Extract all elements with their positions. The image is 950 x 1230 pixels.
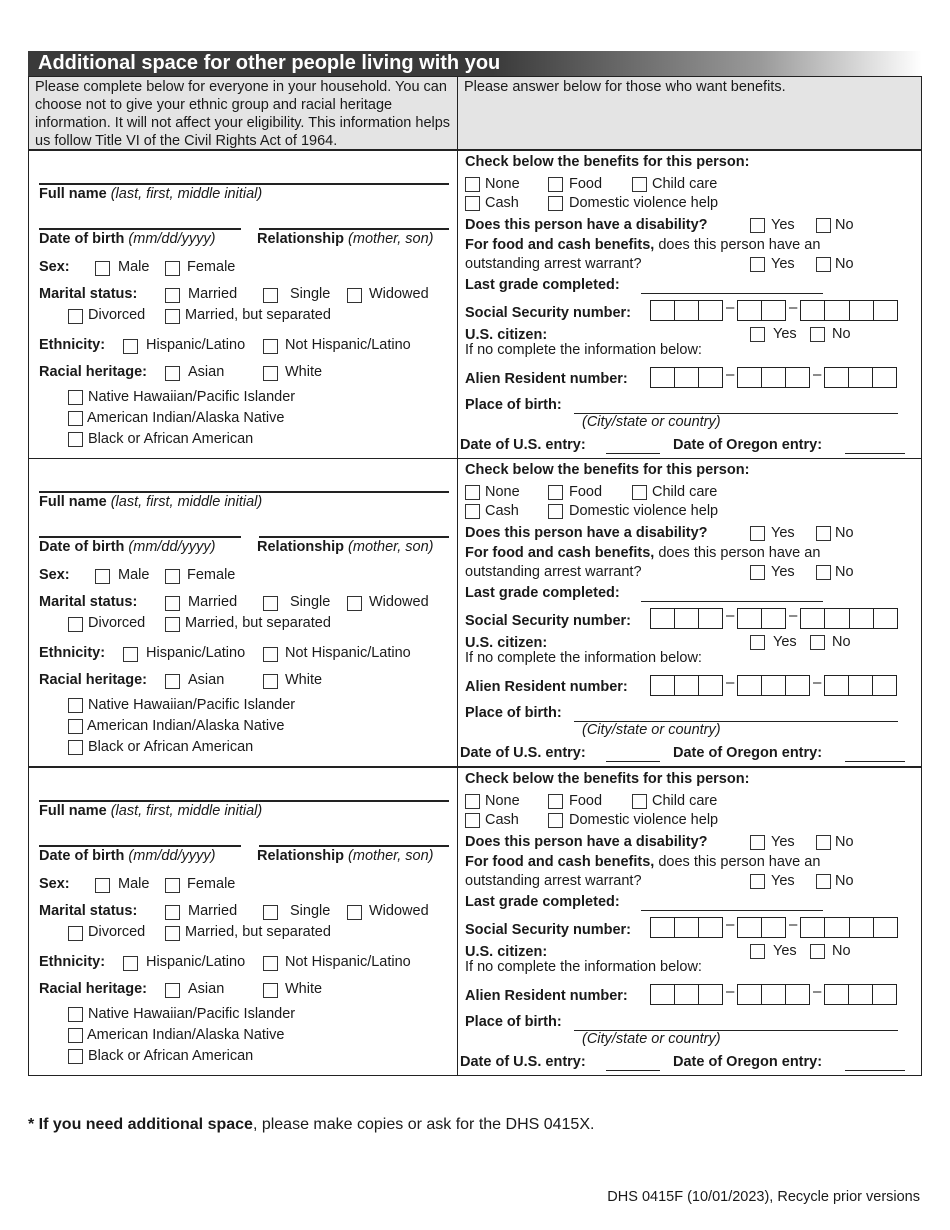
warrant-no-label: No bbox=[835, 564, 854, 580]
benefit-food-checkbox[interactable] bbox=[548, 485, 563, 500]
asian-checkbox[interactable] bbox=[165, 674, 180, 689]
disability-no-label: No bbox=[835, 525, 854, 541]
benefit-child-care-label: Child care bbox=[652, 793, 718, 809]
food-cash-label: For food and cash benefits, bbox=[465, 545, 655, 561]
married-checkbox[interactable] bbox=[165, 288, 180, 303]
relationship-label: Relationship bbox=[257, 231, 345, 247]
sex-female-checkbox[interactable] bbox=[165, 878, 180, 893]
benefit-child-care-label: Child care bbox=[652, 484, 718, 500]
alien-part3-input[interactable] bbox=[824, 984, 897, 1005]
native-hawaiian-checkbox[interactable] bbox=[68, 1007, 83, 1022]
divorced-checkbox[interactable] bbox=[68, 926, 83, 941]
full-name-input[interactable] bbox=[39, 491, 449, 493]
benefit-none-label: None bbox=[485, 484, 520, 500]
divorced-checkbox[interactable] bbox=[68, 617, 83, 632]
ssn-part1-input[interactable] bbox=[650, 300, 723, 321]
ssn-label: Social Security number: bbox=[465, 613, 631, 629]
last-grade-label: Last grade completed: bbox=[465, 585, 620, 601]
alien-number-label: Alien Resident number: bbox=[465, 988, 628, 1004]
disability-yes-checkbox[interactable] bbox=[750, 835, 765, 850]
alien-dash: – bbox=[726, 983, 735, 1000]
alien-dash: – bbox=[726, 366, 735, 383]
single-checkbox[interactable] bbox=[263, 596, 278, 611]
ethnicity-label: Ethnicity: bbox=[39, 645, 106, 661]
benefit-food-checkbox[interactable] bbox=[548, 794, 563, 809]
native-hawaiian-label: Native Hawaiian/Pacific Islander bbox=[88, 697, 296, 713]
sex-label: Sex: bbox=[39, 259, 70, 275]
last-grade-input[interactable] bbox=[641, 601, 823, 602]
divorced-label: Divorced bbox=[88, 615, 146, 631]
citizen-yes-checkbox[interactable] bbox=[750, 944, 765, 959]
person-block-2 bbox=[28, 458, 922, 767]
ssn-dash: – bbox=[789, 299, 798, 316]
oregon-entry-input[interactable] bbox=[845, 761, 905, 762]
white-checkbox[interactable] bbox=[263, 366, 278, 381]
oregon-entry-label: Date of Oregon entry: bbox=[673, 437, 823, 453]
alien-part1-input[interactable] bbox=[650, 675, 723, 696]
sex-male-label: Male bbox=[118, 259, 150, 275]
full-name-input[interactable] bbox=[39, 800, 449, 802]
hispanic-label: Hispanic/Latino bbox=[146, 337, 246, 353]
black-label: Black or African American bbox=[88, 1048, 254, 1064]
benefit-none-checkbox[interactable] bbox=[465, 794, 480, 809]
if-no-instruction: If no complete the information below: bbox=[465, 342, 702, 358]
ethnicity-label: Ethnicity: bbox=[39, 954, 106, 970]
check-benefits-label: Check below the benefits for this person: bbox=[465, 771, 750, 787]
single-checkbox[interactable] bbox=[263, 905, 278, 920]
alien-part2-input[interactable] bbox=[737, 675, 810, 696]
widowed-label: Widowed bbox=[369, 286, 429, 302]
warrant-no-checkbox[interactable] bbox=[816, 257, 831, 272]
white-checkbox[interactable] bbox=[263, 983, 278, 998]
alien-part3-input[interactable] bbox=[824, 367, 897, 388]
warrant-no-label: No bbox=[835, 256, 854, 272]
american-indian-checkbox[interactable] bbox=[68, 1028, 83, 1043]
last-grade-input[interactable] bbox=[641, 293, 823, 294]
citizen-yes-checkbox[interactable] bbox=[750, 635, 765, 650]
last-grade-label: Last grade completed: bbox=[465, 277, 620, 293]
full-name-hint: (last, first, middle initial) bbox=[110, 494, 263, 510]
benefit-none-checkbox[interactable] bbox=[465, 485, 480, 500]
married-label: Married bbox=[188, 903, 238, 919]
relationship-hint: (mother, son) bbox=[348, 848, 434, 864]
us-entry-input[interactable] bbox=[606, 453, 660, 454]
black-checkbox[interactable] bbox=[68, 432, 83, 447]
citizen-no-checkbox[interactable] bbox=[810, 635, 825, 650]
benefit-child-care-checkbox[interactable] bbox=[632, 177, 647, 192]
person-block-1 bbox=[28, 150, 922, 459]
relationship-input[interactable] bbox=[259, 536, 449, 538]
note-bold: * If you need additional space bbox=[28, 1116, 253, 1133]
benefit-cash-label: Cash bbox=[485, 503, 519, 519]
alien-number-label: Alien Resident number: bbox=[465, 371, 628, 387]
single-checkbox[interactable] bbox=[263, 288, 278, 303]
alien-part2-input[interactable] bbox=[737, 367, 810, 388]
asian-checkbox[interactable] bbox=[165, 366, 180, 381]
marital-status-label: Marital status: bbox=[39, 594, 138, 610]
citizen-no-checkbox[interactable] bbox=[810, 327, 825, 342]
city-state-hint: (City/state or country) bbox=[582, 722, 721, 738]
black-checkbox[interactable] bbox=[68, 1049, 83, 1064]
city-state-hint: (City/state or country) bbox=[582, 414, 721, 430]
ssn-part1-input[interactable] bbox=[650, 608, 723, 629]
sex-female-checkbox[interactable] bbox=[165, 261, 180, 276]
benefit-none-label: None bbox=[485, 176, 520, 192]
american-indian-label: American Indian/Alaska Native bbox=[87, 1027, 285, 1043]
us-entry-label: Date of U.S. entry: bbox=[460, 1054, 586, 1070]
divorced-label: Divorced bbox=[88, 924, 146, 940]
benefit-cash-checkbox[interactable] bbox=[465, 504, 480, 519]
check-benefits-label: Check below the benefits for this person: bbox=[465, 462, 750, 478]
warrant-label: outstanding arrest warrant? bbox=[465, 873, 642, 889]
sex-male-label: Male bbox=[118, 567, 150, 583]
ethnicity-label: Ethnicity: bbox=[39, 337, 106, 353]
disability-yes-checkbox[interactable] bbox=[750, 526, 765, 541]
benefit-food-label: Food bbox=[569, 484, 603, 500]
food-cash-question: does this person have an bbox=[658, 237, 821, 253]
note-rest: , please make copies or ask for the DHS 0415X. bbox=[252, 1116, 595, 1133]
relationship-label: Relationship bbox=[257, 539, 345, 555]
benefit-child-care-label: Child care bbox=[652, 176, 718, 192]
warrant-no-checkbox[interactable] bbox=[816, 874, 831, 889]
not-hispanic-checkbox[interactable] bbox=[263, 956, 278, 971]
warrant-yes-label: Yes bbox=[771, 564, 795, 580]
relationship-label: Relationship bbox=[257, 848, 345, 864]
food-cash-label: For food and cash benefits, bbox=[465, 854, 655, 870]
married-separated-label: Married, but separated bbox=[185, 307, 331, 323]
benefit-cash-label: Cash bbox=[485, 812, 519, 828]
ssn-part2-input[interactable] bbox=[737, 917, 786, 938]
widowed-label: Widowed bbox=[369, 903, 429, 919]
american-indian-label: American Indian/Alaska Native bbox=[87, 718, 285, 734]
married-separated-checkbox[interactable] bbox=[165, 926, 180, 941]
ssn-part1-input[interactable] bbox=[650, 917, 723, 938]
disability-no-label: No bbox=[835, 834, 854, 850]
last-grade-input[interactable] bbox=[641, 910, 823, 911]
married-checkbox[interactable] bbox=[165, 596, 180, 611]
ssn-part3-input[interactable] bbox=[800, 608, 898, 629]
asian-label: Asian bbox=[188, 981, 225, 997]
sex-male-checkbox[interactable] bbox=[95, 569, 110, 584]
benefit-dv-help-checkbox[interactable] bbox=[548, 196, 563, 211]
benefit-none-label: None bbox=[485, 793, 520, 809]
citizen-yes-label: Yes bbox=[773, 943, 797, 959]
sex-male-label: Male bbox=[118, 876, 150, 892]
native-hawaiian-label: Native Hawaiian/Pacific Islander bbox=[88, 389, 296, 405]
single-label: Single bbox=[290, 903, 331, 919]
full-name-label: Full name bbox=[39, 494, 107, 510]
benefit-dv-help-label: Domestic violence help bbox=[569, 503, 719, 519]
not-hispanic-label: Not Hispanic/Latino bbox=[285, 645, 411, 661]
benefit-food-label: Food bbox=[569, 176, 603, 192]
benefit-child-care-checkbox[interactable] bbox=[632, 794, 647, 809]
place-birth-label: Place of birth: bbox=[465, 705, 562, 721]
divorced-label: Divorced bbox=[88, 307, 146, 323]
american-indian-checkbox[interactable] bbox=[68, 411, 83, 426]
widowed-checkbox[interactable] bbox=[347, 905, 362, 920]
alien-dash: – bbox=[726, 674, 735, 691]
alien-dash: – bbox=[813, 366, 822, 383]
american-indian-checkbox[interactable] bbox=[68, 719, 83, 734]
relationship-input[interactable] bbox=[259, 845, 449, 847]
us-citizen-label: U.S. citizen: bbox=[465, 327, 548, 343]
city-state-hint: (City/state or country) bbox=[582, 1031, 721, 1047]
asian-label: Asian bbox=[188, 364, 225, 380]
disability-no-checkbox[interactable] bbox=[816, 218, 831, 233]
full-name-label: Full name bbox=[39, 186, 107, 202]
place-birth-label: Place of birth: bbox=[465, 397, 562, 413]
not-hispanic-checkbox[interactable] bbox=[263, 647, 278, 662]
citizen-no-label: No bbox=[832, 634, 851, 650]
alien-part1-input[interactable] bbox=[650, 367, 723, 388]
married-label: Married bbox=[188, 286, 238, 302]
check-benefits-label: Check below the benefits for this person: bbox=[465, 154, 750, 170]
ssn-label: Social Security number: bbox=[465, 922, 631, 938]
warrant-yes-checkbox[interactable] bbox=[750, 565, 765, 580]
white-label: White bbox=[285, 981, 323, 997]
disability-yes-label: Yes bbox=[771, 834, 795, 850]
dob-input[interactable] bbox=[39, 228, 241, 230]
racial-heritage-label: Racial heritage: bbox=[39, 364, 147, 380]
warrant-yes-label: Yes bbox=[771, 873, 795, 889]
disability-label: Does this person have a disability? bbox=[465, 217, 708, 233]
us-entry-input[interactable] bbox=[606, 761, 660, 762]
us-citizen-label: U.S. citizen: bbox=[465, 944, 548, 960]
benefit-cash-checkbox[interactable] bbox=[465, 813, 480, 828]
benefit-cash-checkbox[interactable] bbox=[465, 196, 480, 211]
white-label: White bbox=[285, 364, 323, 380]
last-grade-label: Last grade completed: bbox=[465, 894, 620, 910]
racial-heritage-label: Racial heritage: bbox=[39, 981, 147, 997]
if-no-instruction: If no complete the information below: bbox=[465, 959, 702, 975]
us-entry-label: Date of U.S. entry: bbox=[460, 437, 586, 453]
native-hawaiian-label: Native Hawaiian/Pacific Islander bbox=[88, 1006, 296, 1022]
benefit-cash-label: Cash bbox=[485, 195, 519, 211]
benefit-dv-help-checkbox[interactable] bbox=[548, 813, 563, 828]
dob-label: Date of birth bbox=[39, 848, 125, 864]
married-separated-checkbox[interactable] bbox=[165, 309, 180, 324]
white-label: White bbox=[285, 672, 323, 688]
warrant-yes-checkbox[interactable] bbox=[750, 874, 765, 889]
hispanic-label: Hispanic/Latino bbox=[146, 954, 246, 970]
white-checkbox[interactable] bbox=[263, 674, 278, 689]
warrant-yes-checkbox[interactable] bbox=[750, 257, 765, 272]
dob-hint: (mm/dd/yyyy) bbox=[128, 539, 216, 555]
disability-label: Does this person have a disability? bbox=[465, 834, 708, 850]
food-cash-question: does this person have an bbox=[658, 854, 821, 870]
dob-input[interactable] bbox=[39, 845, 241, 847]
ssn-part2-input[interactable] bbox=[737, 300, 786, 321]
hispanic-checkbox[interactable] bbox=[123, 339, 138, 354]
ssn-part2-input[interactable] bbox=[737, 608, 786, 629]
full-name-input[interactable] bbox=[39, 183, 449, 185]
sex-male-checkbox[interactable] bbox=[95, 261, 110, 276]
sex-label: Sex: bbox=[39, 876, 70, 892]
disability-label: Does this person have a disability? bbox=[465, 525, 708, 541]
benefit-food-label: Food bbox=[569, 793, 603, 809]
disability-yes-label: Yes bbox=[771, 525, 795, 541]
married-separated-label: Married, but separated bbox=[185, 615, 331, 631]
if-no-instruction: If no complete the information below: bbox=[465, 650, 702, 666]
ssn-dash: – bbox=[789, 607, 798, 624]
oregon-entry-input[interactable] bbox=[845, 1070, 905, 1071]
food-cash-label: For food and cash benefits, bbox=[465, 237, 655, 253]
asian-checkbox[interactable] bbox=[165, 983, 180, 998]
ssn-dash: – bbox=[726, 299, 735, 316]
warrant-label: outstanding arrest warrant? bbox=[465, 256, 642, 272]
divorced-checkbox[interactable] bbox=[68, 309, 83, 324]
disability-no-checkbox[interactable] bbox=[816, 526, 831, 541]
alien-number-label: Alien Resident number: bbox=[465, 679, 628, 695]
black-label: Black or African American bbox=[88, 431, 254, 447]
person-block-3 bbox=[28, 767, 922, 1076]
us-entry-input[interactable] bbox=[606, 1070, 660, 1071]
ssn-part3-input[interactable] bbox=[800, 917, 898, 938]
citizen-no-label: No bbox=[832, 943, 851, 959]
widowed-checkbox[interactable] bbox=[347, 288, 362, 303]
citizen-yes-label: Yes bbox=[773, 634, 797, 650]
ssn-part3-input[interactable] bbox=[800, 300, 898, 321]
column-divider bbox=[457, 768, 458, 1075]
hispanic-label: Hispanic/Latino bbox=[146, 645, 246, 661]
dob-input[interactable] bbox=[39, 536, 241, 538]
alien-part3-input[interactable] bbox=[824, 675, 897, 696]
form-number: DHS 0415F (10/01/2023), Recycle prior versions bbox=[607, 1189, 920, 1205]
native-hawaiian-checkbox[interactable] bbox=[68, 698, 83, 713]
intro-left-text: Please complete below for everyone in your household. You can choose not to give your ethnic group and racial heritage information. It will not affect your eligibility. This information helps us follow Title VI of the Civil Rights Act of 1964. bbox=[28, 76, 458, 150]
dob-hint: (mm/dd/yyyy) bbox=[128, 848, 216, 864]
food-cash-question: does this person have an bbox=[658, 545, 821, 561]
married-separated-label: Married, but separated bbox=[185, 924, 331, 940]
disability-yes-checkbox[interactable] bbox=[750, 218, 765, 233]
hispanic-checkbox[interactable] bbox=[123, 956, 138, 971]
not-hispanic-label: Not Hispanic/Latino bbox=[285, 337, 411, 353]
ssn-label: Social Security number: bbox=[465, 305, 631, 321]
citizen-no-label: No bbox=[832, 326, 851, 342]
married-separated-checkbox[interactable] bbox=[165, 617, 180, 632]
oregon-entry-label: Date of Oregon entry: bbox=[673, 1054, 823, 1070]
citizen-no-checkbox[interactable] bbox=[810, 944, 825, 959]
dob-label: Date of birth bbox=[39, 539, 125, 555]
alien-part2-input[interactable] bbox=[737, 984, 810, 1005]
sex-female-label: Female bbox=[187, 876, 236, 892]
marital-status-label: Marital status: bbox=[39, 286, 138, 302]
native-hawaiian-checkbox[interactable] bbox=[68, 390, 83, 405]
disability-no-label: No bbox=[835, 217, 854, 233]
dob-hint: (mm/dd/yyyy) bbox=[128, 231, 216, 247]
column-divider bbox=[457, 459, 458, 766]
marital-status-label: Marital status: bbox=[39, 903, 138, 919]
widowed-label: Widowed bbox=[369, 594, 429, 610]
sex-female-label: Female bbox=[187, 567, 236, 583]
relationship-hint: (mother, son) bbox=[348, 539, 434, 555]
full-name-label: Full name bbox=[39, 803, 107, 819]
warrant-no-label: No bbox=[835, 873, 854, 889]
benefit-child-care-checkbox[interactable] bbox=[632, 485, 647, 500]
not-hispanic-label: Not Hispanic/Latino bbox=[285, 954, 411, 970]
full-name-hint: (last, first, middle initial) bbox=[110, 186, 263, 202]
dob-label: Date of birth bbox=[39, 231, 125, 247]
racial-heritage-label: Racial heritage: bbox=[39, 672, 147, 688]
single-label: Single bbox=[290, 286, 331, 302]
oregon-entry-label: Date of Oregon entry: bbox=[673, 745, 823, 761]
alien-part1-input[interactable] bbox=[650, 984, 723, 1005]
full-name-hint: (last, first, middle initial) bbox=[110, 803, 263, 819]
asian-label: Asian bbox=[188, 672, 225, 688]
warrant-label: outstanding arrest warrant? bbox=[465, 564, 642, 580]
black-checkbox[interactable] bbox=[68, 740, 83, 755]
ssn-dash: – bbox=[726, 607, 735, 624]
benefit-none-checkbox[interactable] bbox=[465, 177, 480, 192]
disability-yes-label: Yes bbox=[771, 217, 795, 233]
sex-female-checkbox[interactable] bbox=[165, 569, 180, 584]
warrant-no-checkbox[interactable] bbox=[816, 565, 831, 580]
warrant-yes-label: Yes bbox=[771, 256, 795, 272]
widowed-checkbox[interactable] bbox=[347, 596, 362, 611]
sex-label: Sex: bbox=[39, 567, 70, 583]
ssn-dash: – bbox=[726, 916, 735, 933]
citizen-yes-label: Yes bbox=[773, 326, 797, 342]
citizen-yes-checkbox[interactable] bbox=[750, 327, 765, 342]
alien-dash: – bbox=[813, 674, 822, 691]
disability-no-checkbox[interactable] bbox=[816, 835, 831, 850]
us-citizen-label: U.S. citizen: bbox=[465, 635, 548, 651]
place-birth-label: Place of birth: bbox=[465, 1014, 562, 1030]
married-checkbox[interactable] bbox=[165, 905, 180, 920]
additional-space-note bbox=[28, 1116, 594, 1134]
black-label: Black or African American bbox=[88, 739, 254, 755]
american-indian-label: American Indian/Alaska Native bbox=[87, 410, 285, 426]
us-entry-label: Date of U.S. entry: bbox=[460, 745, 586, 761]
single-label: Single bbox=[290, 594, 331, 610]
section-title: Additional space for other people living with you bbox=[28, 51, 922, 76]
not-hispanic-checkbox[interactable] bbox=[263, 339, 278, 354]
benefit-dv-help-label: Domestic violence help bbox=[569, 195, 719, 211]
benefit-food-checkbox[interactable] bbox=[548, 177, 563, 192]
married-label: Married bbox=[188, 594, 238, 610]
sex-male-checkbox[interactable] bbox=[95, 878, 110, 893]
hispanic-checkbox[interactable] bbox=[123, 647, 138, 662]
relationship-hint: (mother, son) bbox=[348, 231, 434, 247]
oregon-entry-input[interactable] bbox=[845, 453, 905, 454]
alien-dash: – bbox=[813, 983, 822, 1000]
ssn-dash: – bbox=[789, 916, 798, 933]
intro-right-text: Please answer below for those who want benefits. bbox=[457, 76, 922, 150]
relationship-input[interactable] bbox=[259, 228, 449, 230]
benefit-dv-help-checkbox[interactable] bbox=[548, 504, 563, 519]
sex-female-label: Female bbox=[187, 259, 236, 275]
column-divider bbox=[457, 151, 458, 458]
benefit-dv-help-label: Domestic violence help bbox=[569, 812, 719, 828]
